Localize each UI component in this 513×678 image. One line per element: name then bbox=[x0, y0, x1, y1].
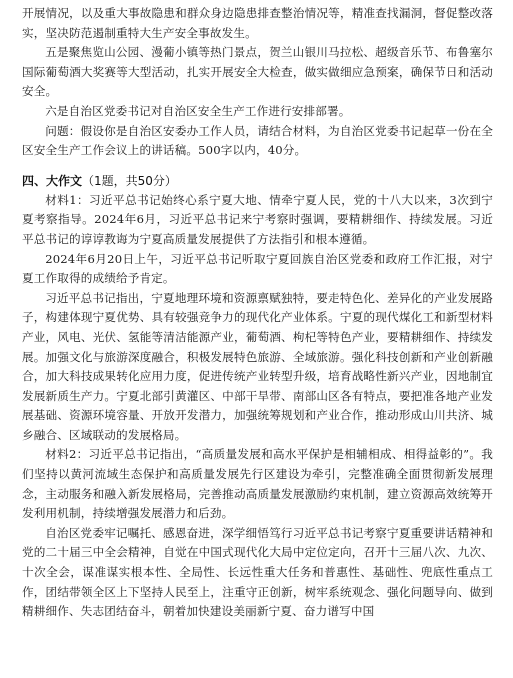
paragraph-point-five: 五是聚焦览山公园、漫葡小镇等热门景点，贺兰山银川马拉松、超级音乐节、布鲁塞尔国际葡萄酒大奖赛等大型活动，扎实开展安全大检查，做实做细应急预案，确保节日和活动安全。 bbox=[22, 45, 493, 99]
paragraph-june-report: 2024年6月20日上午，习近平总书记听取宁夏回族自治区党委和政府工作汇报，对宁夏工作取得的成绩给予肯定。 bbox=[22, 251, 493, 286]
paragraph-material-1: 材料1：习近平总书记始终心系宁夏大地、情牵宁夏人民，党的十八大以来，3次到宁夏考察指导。2024年6月，习近平总书记来宁考察时强调，要精耕细作、持续发展。习近平总书记的谆谆教诲为宁夏高质量发展提供了方法指引和根本遵循。 bbox=[22, 192, 493, 246]
section-subtitle: （1题，共50分） bbox=[82, 173, 177, 188]
paragraph-material-2: 材料2：习近平总书记指出，“高质量发展和高水平保护是相辅相成、相得益彰的”。我们坚持以黄河流域生态保护和高质量发展先行区建设为牵引，完整准确全面贯彻新发展理念，主动服务和融入新发展格局，完善推动高质量发展激励约束机制，建立资源高效统筹开发利用机制，持续增强发展潜力和后劲。 bbox=[22, 447, 493, 521]
section-title: 四、大作文 bbox=[22, 173, 83, 188]
paragraph-inspection-cont: 开展情况，以及重大事故隐患和群众身边隐患排查整治情况等，精准查找漏洞，督促整改落实，坚决防范遏制重特大生产安全事故发生。 bbox=[22, 6, 493, 40]
paragraph-industry: 习近平总书记指出，宁夏地理环境和资源禀赋独特，要走特色化、差异化的产业发展路子，构建体现宁夏优势、具有较强竞争力的现代化产业体系。宁夏的现代煤化工和新型材料产业，风电、光伏、氢能等清洁能源产业，葡萄酒、枸杞等特色产业，要精耕细作、持续发展。加强文化与旅游深度融合，积极发展特色旅游、全域旅游。强化科技创新和产业创新融合，加大科技成果转化应用力度，促进传统产业转型升级，培育战略性新兴产业，因地制宜发展新质生产力。宁夏北部引黄灌区、中部干旱带、南部山区各有特点，要把准各地产业发展基础、资源环境容量、开放开发潜力，加强统筹规划和产业合作，推动形成山川共济、城乡融合、区域联动的发展格局。 bbox=[22, 290, 493, 442]
paragraph-point-six: 六是自治区党委书记对自治区安全生产工作进行安排部署。 bbox=[45, 103, 351, 118]
paragraph-party-committee: 自治区党委牢记嘱托、感恩奋进，深学细悟笃行习近平总书记考察宁夏重要讲话精神和党的二十届三中全会精神，自觉在中国式现代化大局中定位定向，召开十三届八次、九次、十次全会，谋准谋实根本性、全局性、长远性重大任务和普惠性、基础性、兜底性重点工作，团结带领全区上下坚持人民至上，注重守正创新，树牢系统观念、强化问题导向、做到精耕细作、失志团结奋斗，朝着加快建设美丽新宁夏、奋力谱写中国 bbox=[22, 525, 493, 619]
paragraph-question: 问题：假设你是自治区安委办工作人员，请结合材料，为自治区党委书记起草一份在全区安全生产工作会议上的讲话稿。500字以内，40分。 bbox=[22, 123, 493, 158]
section-heading bbox=[22, 171, 493, 191]
section-gap bbox=[22, 161, 493, 171]
